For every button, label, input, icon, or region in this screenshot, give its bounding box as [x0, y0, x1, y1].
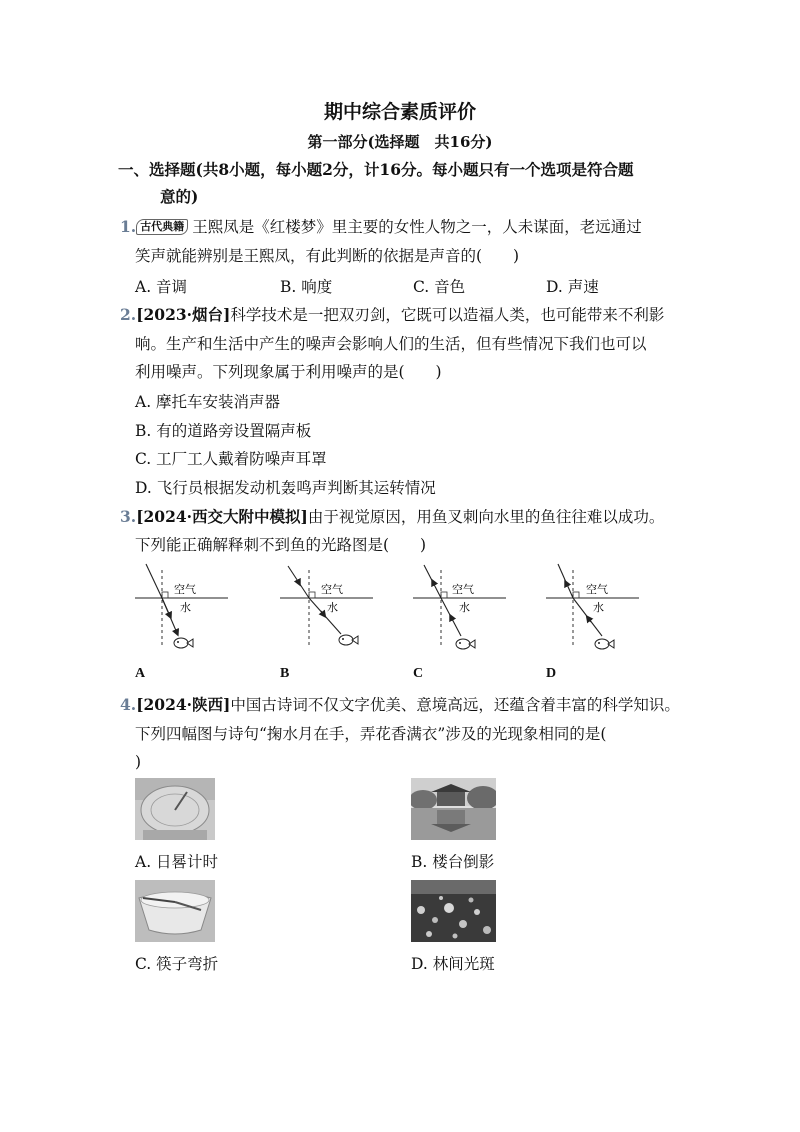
q2-stem-1: 科学技术是一把双刃剑，它既可以造福人类，也可能带来不利影 [230, 306, 665, 324]
diagram-d[interactable] [546, 564, 639, 649]
q4-option-b[interactable]: B. 楼台倒影 [411, 853, 495, 871]
diagram-c[interactable] [413, 565, 506, 649]
q1-option-d[interactable]: D. 声速 [546, 278, 599, 296]
forest-light-spots-photo [411, 880, 496, 942]
sundial-photo [135, 778, 215, 840]
q2-stem-2: 响。生产和生活中产生的噪声会影响人们的生活，但有些情况下我们也可以 [135, 335, 647, 353]
air-label-c: 空气 [452, 583, 474, 596]
page-title: 期中综合素质评价 [323, 101, 476, 123]
fish-icon-d [595, 639, 614, 649]
light-path-diagrams [128, 560, 668, 665]
q4-number: 4. [120, 695, 137, 714]
q4-stem-3: ) [135, 753, 142, 771]
q2-line1 [120, 305, 664, 325]
q1-option-c[interactable]: C. 音色 [413, 278, 466, 296]
q3-stem-1: 由于视觉原因，用鱼叉刺向水里的鱼往往难以成功。 [307, 508, 665, 526]
q4-option-d[interactable]: D. 林间光斑 [411, 955, 495, 973]
q4-source: [2024·陕西] [136, 695, 231, 714]
section-heading-line1: 一、选择题(共8小题，每小题2分，计16分。每小题只有一个选项是符合题 [118, 160, 634, 179]
q2-option-a[interactable]: A. 摩托车安装消声器 [135, 393, 281, 411]
q2-number: 2. [120, 305, 137, 324]
q1-stem-1: 王熙凤是《红楼梦》里主要的女性人物之一，人未谋面，老远通过 [192, 218, 642, 236]
q2-source: [2023·烟台] [136, 305, 231, 324]
ancient-book-badge: 古代典籍 [136, 219, 188, 235]
section-heading-line2: 意的) [160, 187, 199, 206]
diagram-b[interactable] [280, 566, 373, 646]
water-label-a: 水 [180, 601, 191, 614]
q2-option-c[interactable]: C. 工厂工人戴着防噪声耳罩 [135, 450, 327, 468]
q4-stem-1: 中国古诗词不仅文字优美、意境高远，还蕴含着丰富的科学知识。 [230, 696, 680, 714]
q1-option-b[interactable]: B. 响度 [280, 278, 333, 296]
q3-line1 [120, 507, 664, 527]
section-subtitle: 第一部分(选择题 共16分) [307, 133, 493, 151]
q2-stem-3: 利用噪声。下列现象属于利用噪声的是( ) [135, 363, 442, 381]
fish-icon-b [339, 635, 358, 645]
q3-option-c[interactable]: C [413, 666, 424, 681]
q3-option-b[interactable]: B [280, 666, 290, 681]
q2-option-d[interactable]: D. 飞行员根据发动机轰鸣声判断其运转情况 [135, 479, 436, 497]
fish-icon-c [456, 639, 475, 649]
diagram-a[interactable] [135, 564, 228, 648]
q3-number: 3. [120, 507, 137, 526]
water-label-c: 水 [459, 601, 470, 614]
chopsticks-bowl-photo [135, 880, 215, 942]
water-label-d: 水 [593, 601, 604, 614]
q2-option-b[interactable]: B. 有的道路旁设置隔声板 [135, 422, 312, 440]
q1-option-a[interactable]: A. 音调 [135, 278, 188, 296]
air-label-b: 空气 [321, 583, 343, 596]
q4-line1 [120, 695, 680, 715]
air-label-a: 空气 [174, 583, 196, 596]
q4-option-a[interactable]: A. 日晷计时 [135, 853, 219, 871]
q1-line1 [120, 217, 642, 237]
q3-option-d[interactable]: D [546, 666, 557, 681]
q4-option-c[interactable]: C. 筷子弯折 [135, 955, 219, 973]
q4-stem-2: 下列四幅图与诗句“掬水月在手，弄花香满衣”涉及的光现象相同的是( [135, 725, 607, 743]
water-label-b: 水 [327, 601, 338, 614]
air-label-d: 空气 [586, 583, 608, 596]
q3-stem-2: 下列能正确解释刺不到鱼的光路图是( ) [135, 536, 427, 554]
fish-icon-a [174, 638, 193, 648]
q3-option-a[interactable]: A [135, 666, 146, 681]
q1-number: 1. [120, 217, 137, 236]
pavilion-reflection-photo [411, 778, 496, 840]
q1-stem-2: 笑声就能辨别是王熙凤，有此判断的依据是声音的( ) [135, 247, 520, 265]
q3-source: [2024·西交大附中模拟] [136, 507, 308, 526]
